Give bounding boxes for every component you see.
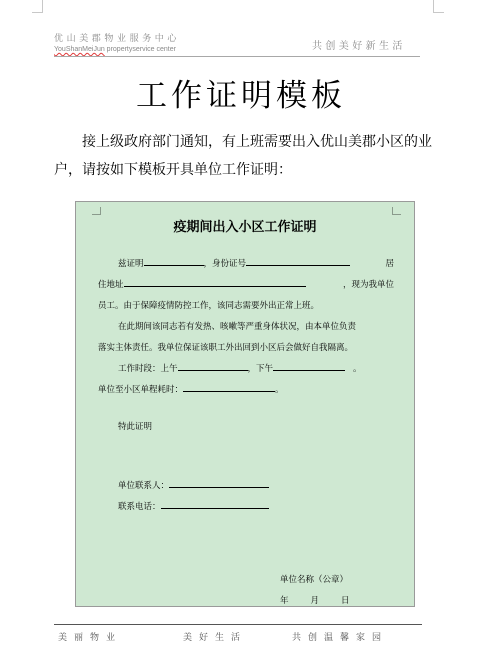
cert-line-contact-phone — [98, 497, 394, 518]
cert-line-address — [98, 275, 394, 296]
signature-date — [280, 594, 350, 606]
cert-line-duty: 员工。由于保障疫情防控工作，该同志需要外出正常上班。 — [98, 301, 320, 311]
unit-name-seal: 单位名称（公章） — [280, 575, 349, 585]
label-id-number: ，身份证号 — [203, 259, 247, 269]
label-employee-of: ，现为我单位 — [342, 280, 394, 290]
period-mark: 。 — [275, 385, 284, 395]
cert-line-hereby: 特此证明 — [118, 422, 153, 432]
header-divider — [54, 56, 420, 57]
date-day: 日 — [341, 596, 350, 606]
cert-line-work-hours — [98, 359, 394, 380]
spacer — [98, 401, 394, 417]
crop-mark-top-left — [32, 0, 43, 13]
date-month: 月 — [310, 596, 320, 606]
corner-mark-left — [92, 207, 101, 215]
crop-mark-top-right — [433, 0, 444, 13]
blank-afternoon — [273, 359, 345, 371]
cert-line-name-id — [98, 254, 394, 275]
label-contact-phone: 联系电话： — [118, 502, 161, 512]
blank-contact-phone — [161, 497, 269, 509]
label-morning: 工作时段：上午 — [118, 364, 178, 374]
period-mark: 。 — [353, 364, 362, 374]
certificate-template-box — [75, 201, 415, 607]
cert-line-isolation: 落实主体责任。我单位保证该职工外出回到小区后会做好自我隔离。 — [98, 343, 354, 353]
footer-item-1: 美丽物业 — [58, 633, 123, 643]
footer-item-3: 共创温馨家园 — [292, 633, 389, 643]
header-company-en — [54, 46, 180, 53]
spacer — [98, 438, 394, 476]
document-title: 工作证明模板 — [136, 78, 346, 114]
header-slogan: 共创美好新生活 — [312, 41, 406, 52]
certificate-title: 疫期间出入小区工作证明 — [173, 220, 317, 235]
label-contact-person: 单位联系人： — [118, 481, 170, 491]
cert-line-commute — [98, 380, 394, 401]
blank-morning — [178, 359, 248, 371]
blank-id-number — [246, 254, 350, 266]
cert-line-contact-person — [98, 476, 394, 497]
corner-mark-right — [392, 207, 401, 215]
label-reside: 居 — [385, 259, 394, 269]
footer-item-2: 美好生活 — [183, 633, 248, 643]
header-company-en-rest: propertyservice center — [104, 46, 176, 53]
date-year: 年 — [280, 596, 289, 606]
label-commute-time: 单位至小区单程耗时： — [98, 385, 184, 395]
blank-name — [144, 254, 204, 266]
label-afternoon: ，下午 — [247, 364, 274, 374]
label-address: 住地址 — [98, 280, 124, 290]
label-certify: 兹证明 — [118, 259, 144, 269]
header-company-cn: 优山美郡物业服务中心 — [54, 34, 181, 44]
blank-contact-person — [169, 476, 269, 488]
blank-commute-time — [183, 380, 275, 392]
intro-paragraph: 接上级政府部门通知，有上班需要出入优山美郡小区的业户，请按如下模板开具单位工作证明： — [54, 134, 432, 178]
blank-address — [124, 275, 306, 287]
header-company — [54, 31, 180, 53]
footer-divider — [54, 624, 422, 625]
cert-line-responsibility: 在此期间该同志若有发热、咳嗽等严重身体状况，由本单位负责 — [118, 322, 357, 332]
certificate-body — [98, 254, 394, 518]
header-company-en-brand: YouShanMeiJun — [54, 46, 105, 53]
